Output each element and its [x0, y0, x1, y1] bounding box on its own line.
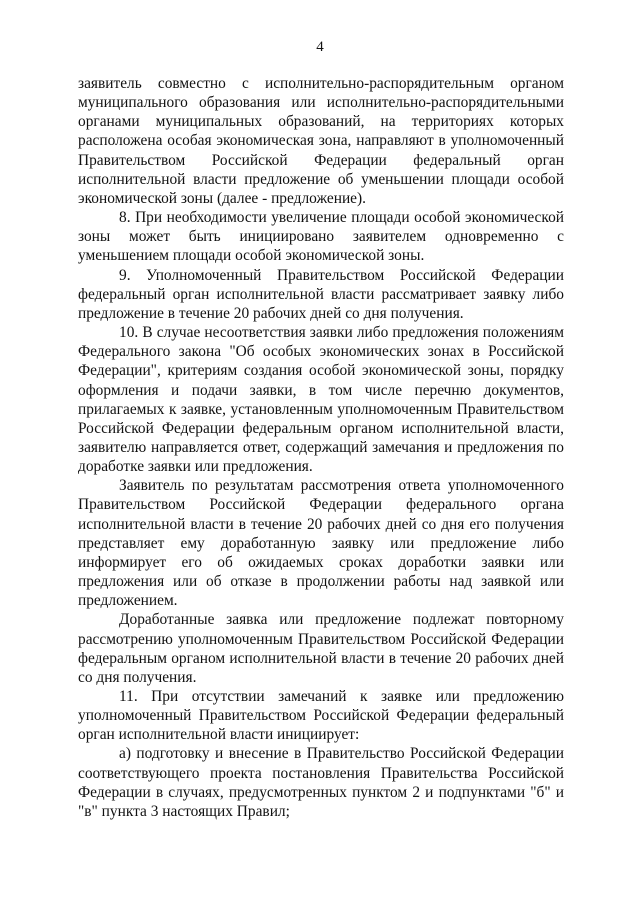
document-body [78, 74, 564, 821]
paragraph-subclause-a: а) подготовку и внесение в Правительство Российской Федерации соответствующего проекта постановления Правительства Российской Федерации в случаях, предусмотренных пунктом 2 и подпунктами "б" и "в" пункта 3 настоящих Правил; [78, 745, 564, 820]
paragraph-clause-9: 9. Уполномоченный Правительством Российской Федерации федеральный орган исполнительной власти рассматривает заявку либо предложение в течение 20 рабочих дней со дня получения. [78, 266, 564, 322]
paragraph-revised-review: Доработанные заявка или предложение подлежат повторному рассмотрению уполномоченным Правительством Российской Федерации федеральным органом исполнительной власти в течение 20 рабочих дней со дня получения. [78, 611, 564, 686]
paragraph-applicant-response: Заявитель по результатам рассмотрения ответа уполномоченного Правительством Российской Федерации федерального органа исполнительной власти в течение 20 рабочих дней со дня его получения представляет ему доработанную заявку или предложение либо информирует его об ожидаемых сроках доработки заявки или предложения или об отказе в продолжении работы над заявкой или предложением. [78, 477, 564, 610]
paragraph-clause-11: 11. При отсутствии замечаний к заявке или предложению уполномоченный Правительством Российской Федерации федеральный орган исполнительной власти инициирует: [78, 688, 564, 744]
paragraph-continuation: заявитель совместно с исполнительно-распорядительным органом муниципального образования или исполнительно-распорядительными органами муниципальных образований, на территориях которых расположена особая экономическая зона, направляют в уполномоченный Правительством Российской Федерации федеральный орган исполнительной власти предложение об уменьшении площади особой экономической зоны (далее - предложение). [78, 75, 564, 207]
page-number: 4 [316, 39, 324, 55]
paragraph-clause-10: 10. В случае несоответствия заявки либо предложения положениям Федерального закона "Об особых экономических зонах в Российской Федерации", критериям создания особой экономической зоны, порядку оформления и подачи заявки, в том числе перечню документов, прилагаемых к заявке, установленным уполномоченным Правительством Российской Федерации федеральным органом исполнительной власти, заявителю направляется ответ, содержащий замечания и предложения по доработке заявки или предложения. [78, 324, 564, 476]
paragraph-clause-8: 8. При необходимости увеличение площади особой экономической зоны может быть инициировано заявителем одновременно с уменьшением площади особой экономической зоны. [78, 209, 564, 265]
